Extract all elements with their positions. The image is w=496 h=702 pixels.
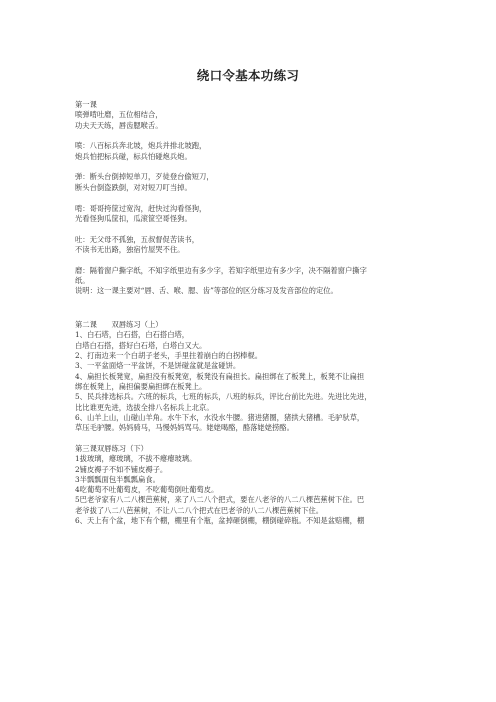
paragraph-line: 1拔玻璃，瘪玻璃，不拔不瘪瘪玻璃。 bbox=[75, 454, 197, 464]
lesson-1-heading: 第一课 bbox=[75, 100, 97, 109]
paragraph-line: 5、民兵排选标兵。六班的标兵，七班的标兵，八班的标兵，评比台前比先进。先进比先进， bbox=[75, 392, 372, 402]
spacer bbox=[75, 131, 425, 142]
spacer bbox=[75, 297, 425, 310]
lesson-2-heading: 第二课 双唇练习（上） bbox=[75, 320, 163, 330]
spacer bbox=[75, 224, 425, 235]
paragraph-line: 1、白石塔，白石搭，白石搭白塔， bbox=[75, 330, 190, 340]
paragraph-line: 不读书无出路，独宿竹屋哭不住。 bbox=[75, 244, 185, 254]
paragraph-line: 2铺皮褥子不如不铺皮褥子。 bbox=[75, 464, 168, 474]
paragraph-line: 炮兵怕把标兵碰，标兵怕碰炮兵炮。 bbox=[75, 151, 192, 161]
paragraph-line: 吐：无父母不孤独，五叔督促苦读书， bbox=[75, 234, 200, 244]
spacer bbox=[75, 433, 425, 444]
document-title: 绕口令基本功练习 bbox=[196, 68, 300, 83]
lesson-3-heading: 第三课双唇练习（下） bbox=[75, 443, 148, 453]
paragraph-line: 6、山羊上山，山碰山羊角。水牛下水，水没水牛腰。猪进猪圈，猪拱大猪槽。毛驴驮草， bbox=[75, 412, 365, 422]
paragraph-line: 功夫天天练，唇齿腮喉舌。 bbox=[75, 120, 163, 130]
paragraph-line: 纸。 bbox=[75, 276, 90, 286]
paragraph-line: 3、一平盆面烙一平盆饼，不是饼碰盆就是盆碰饼。 bbox=[75, 361, 241, 371]
paragraph-line: 喷弹啃吐磨，五位相结合， bbox=[75, 110, 163, 120]
paragraph-line: 4吃葡萄不吐葡萄皮，不吃葡萄倒吐葡萄皮。 bbox=[75, 485, 219, 495]
paragraph-line: 啃：哥哥挎筐过宽沟，赶快过沟看怪狗， bbox=[75, 203, 207, 213]
paragraph-line: 老爷拔了八二八芭蕉树，不让八二八个把式在巴老爷的八二八棵芭蕉树下住。 bbox=[75, 505, 324, 515]
paragraph-line: 说明：这一课主要对“唇、舌、喉、腮、齿”等部位的区分练习及发音部位的定位。 bbox=[75, 286, 338, 296]
paragraph-line: 6、天上有个盆，地下有个棚，棚里有个瓶，盆掉砸倒棚，棚倒碰碎瓶。不知是盆赔棚，棚 bbox=[75, 516, 365, 525]
paragraph-line: 弹：断头台倒掉短单刀，歹徒登台偷短刀， bbox=[75, 172, 214, 182]
paragraph-line: 绑在板凳上，扁担偏要扁担绑在板凳上。 bbox=[75, 381, 207, 391]
paragraph-line: 喷：八百标兵奔北坡，炮兵并排北坡跑， bbox=[75, 141, 207, 151]
paragraph-line: 断头台倒盗跌倒，对对短刀叮当掉。 bbox=[75, 182, 192, 192]
paragraph-line: 3半瓢瓢面包半瓢瓢扁食。 bbox=[75, 474, 160, 484]
paragraph-line: 5巴老爷家有八二八棵芭蕉树，来了八二八个把式，要在八老爷的八二八棵芭蕉树下住。巴 bbox=[75, 495, 365, 505]
document-body bbox=[75, 100, 425, 526]
paragraph-line: 4、扁担长板凳宽，扁担没有板凳宽，板凳没有扁担长。扁担绑在了板凳上，板凳不让扁担 bbox=[75, 371, 365, 381]
spacer bbox=[75, 193, 425, 204]
paragraph-line: 光看怪狗瓜筐扣，瓜滚筐空哥怪狗。 bbox=[75, 213, 192, 223]
paragraph-line: 白塔白石搭，搭好白石塔，白塔白又大。 bbox=[75, 340, 207, 350]
spacer bbox=[75, 162, 425, 173]
paragraph-line: 2、打南边来一个白胡子老头，手里拄着崩白的白拐棒棍。 bbox=[75, 351, 263, 361]
paragraph-line: 磨：隔着窗户撕字纸，不知字纸里边有多少字，若知字纸里边有多少字，决不隔着窗户撕字 bbox=[75, 265, 367, 275]
spacer bbox=[75, 255, 425, 266]
spacer bbox=[75, 310, 425, 321]
paragraph-line: 比比谁更先进，选拔全排八名标兵上北京。 bbox=[75, 402, 214, 412]
paragraph-line: 草压毛驴腰。妈妈骑马，马慢妈妈骂马。姥姥喝酪，酪落姥姥捞酪。 bbox=[75, 423, 294, 433]
